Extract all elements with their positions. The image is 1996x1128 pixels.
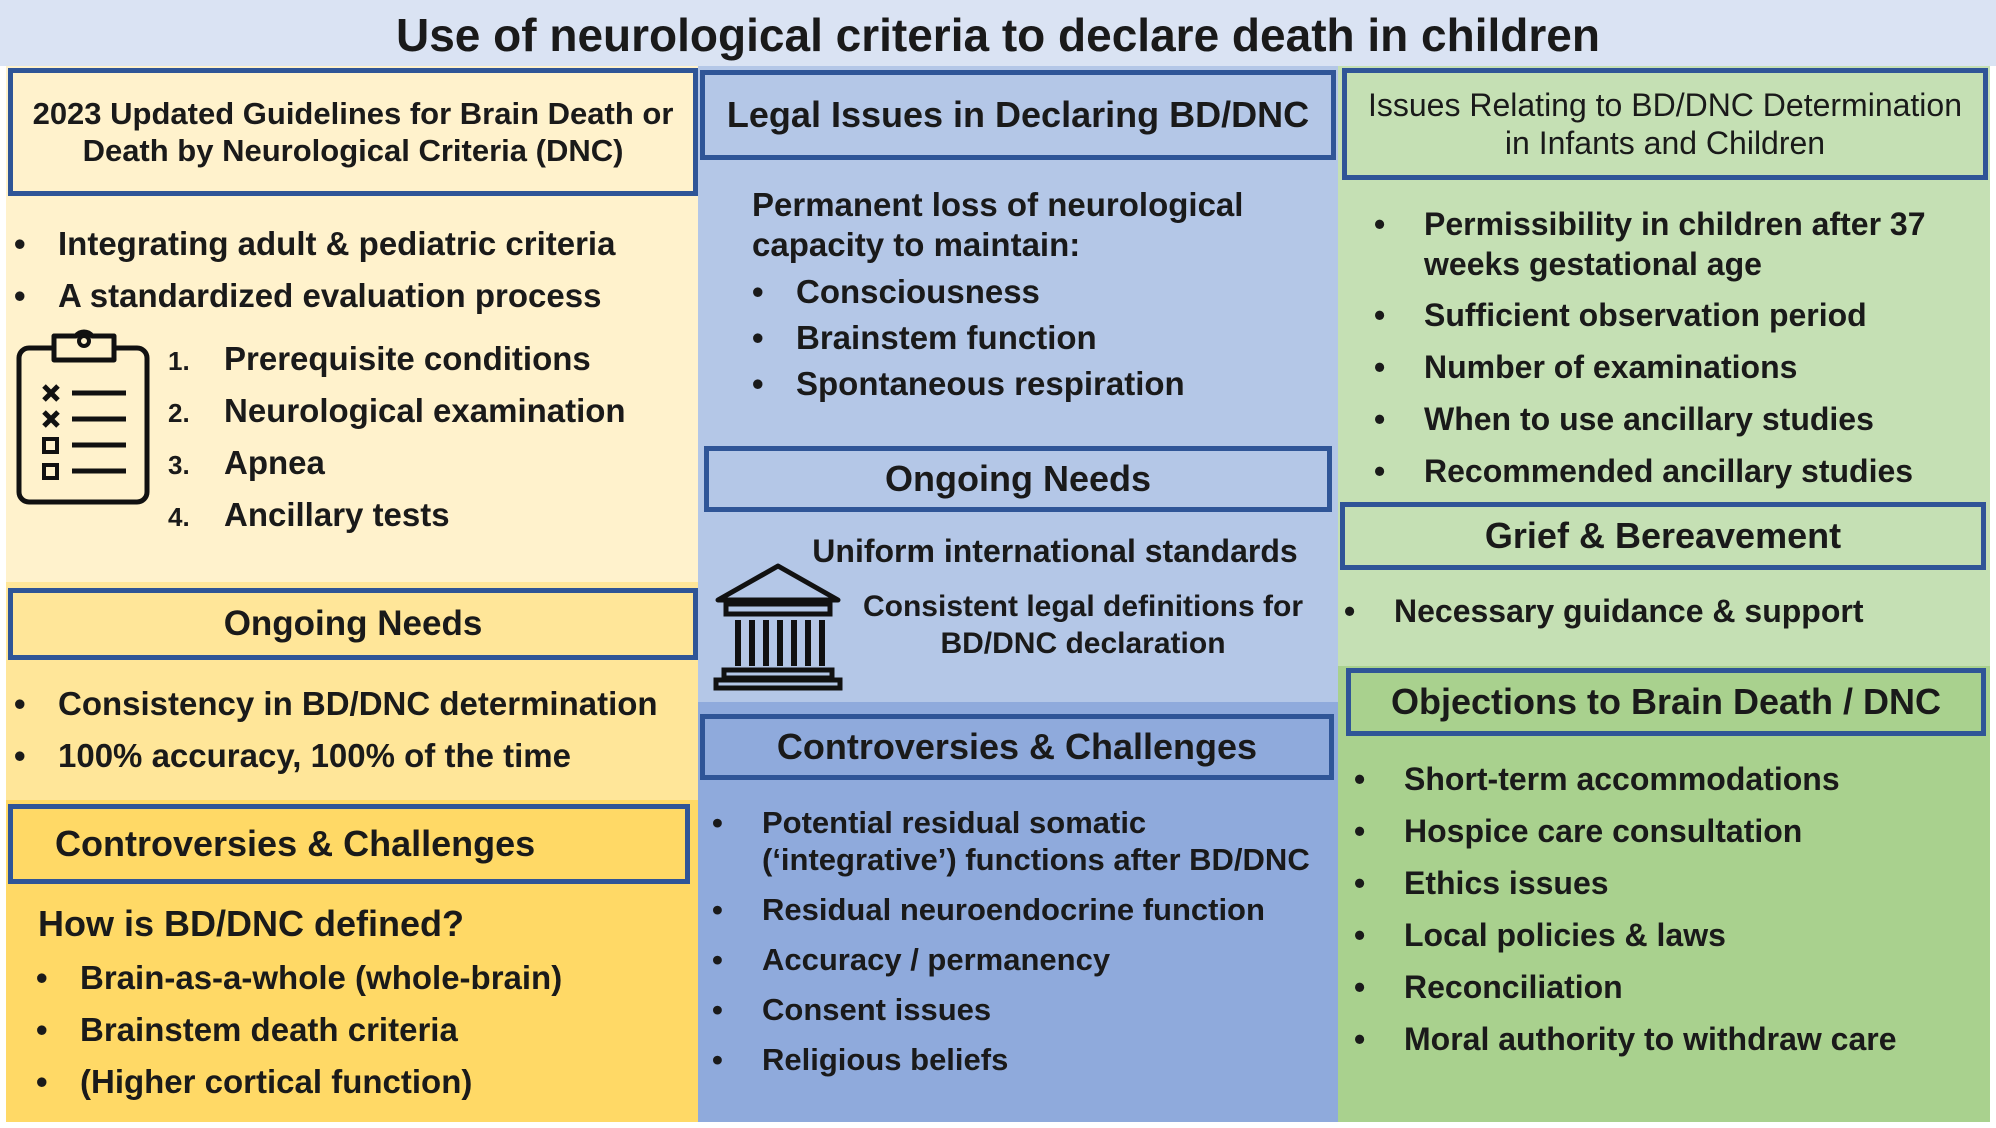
left-controversies-bullet: • Brain-as-a-whole (whole-brain) — [36, 959, 563, 996]
guidelines-bullet: • A standardized evaluation process — [14, 277, 602, 314]
left-controversies-bullet: • (Higher cortical function) — [36, 1063, 473, 1100]
objections-bullet: • Ethics issues — [1354, 865, 1609, 901]
objections-bullet: • Reconciliation — [1354, 969, 1623, 1005]
grief-heading-box — [1340, 502, 1986, 570]
legal-heading: Legal Issues in Declaring BD/DNC — [726, 94, 1310, 136]
left-needs-heading-box — [8, 588, 698, 660]
middle-controversies-heading: Controversies & Challenges — [776, 726, 1258, 768]
objections-bullet: • Hospice care consultation — [1354, 813, 1803, 849]
process-step: 1. Prerequisite conditions — [168, 340, 591, 377]
clipboard-checklist-icon — [14, 324, 152, 508]
guidelines-heading: 2023 Updated Guidelines for Brain Death or Death by Neurological Criteria (DNC) — [32, 95, 674, 168]
middle-controversies-heading-box — [700, 714, 1334, 780]
left-controversies-bullet: • Brainstem death criteria — [36, 1011, 458, 1048]
grief-heading: Grief & Bereavement — [1484, 515, 1842, 557]
middle-controversies-bullet: • Potential residual somatic (‘integrative’) functions after BD/DNC — [712, 805, 1310, 877]
objections-heading-box — [1346, 668, 1986, 736]
legal-bullet: • Spontaneous respiration — [752, 365, 1185, 402]
process-step: 3. Apnea — [168, 444, 325, 481]
objections-bullet: • Local policies & laws — [1354, 917, 1726, 953]
page-title: Use of neurological criteria to declare death in children — [396, 9, 1600, 61]
left-needs-heading: Ongoing Needs — [223, 604, 483, 643]
issues-heading: Issues Relating to BD/DNC Determination in Infants and Children — [1367, 86, 1962, 161]
middle-controversies-bullet: • Residual neuroendocrine function — [712, 892, 1265, 927]
objections-bullet: • Moral authority to withdraw care — [1354, 1021, 1897, 1057]
objections-heading: Objections to Brain Death / DNC — [1390, 681, 1942, 723]
process-step: 4. Ancillary tests — [168, 496, 450, 533]
courthouse-icon — [712, 560, 844, 692]
issues-bullet: • Recommended ancillary studies — [1374, 453, 1914, 489]
issues-bullet: • Sufficient observation period — [1374, 297, 1867, 333]
issues-heading-box — [1342, 68, 1988, 180]
left-needs-bullet: • 100% accuracy, 100% of the time — [14, 737, 571, 774]
issues-bullet: • Number of examinations — [1374, 349, 1798, 385]
legal-bullet: • Consciousness — [752, 273, 1040, 310]
middle-controversies-bullet: • Consent issues — [712, 992, 992, 1027]
objections-bullet: • Short-term accommodations — [1354, 761, 1840, 797]
left-needs-bullet: • Consistency in BD/DNC determination — [14, 685, 658, 722]
issues-bullet: • Permissibility in children after 37 weeks gestational age — [1374, 206, 1926, 282]
needs-line-legal-definitions: Consistent legal definitions for BD/DNC declaration — [862, 590, 1304, 660]
controversies-question: How is BD/DNC defined? — [38, 903, 465, 944]
legal-bullet: • Brainstem function — [752, 319, 1097, 356]
middle-controversies-bullet: • Accuracy / permanency — [712, 942, 1111, 977]
guidelines-heading-box — [8, 68, 698, 196]
legal-intro: Permanent loss of neurological capacity to maintain: — [752, 186, 1244, 263]
middle-needs-heading: Ongoing Needs — [884, 458, 1151, 500]
legal-heading-box — [700, 70, 1336, 160]
middle-needs-heading-box — [704, 446, 1332, 512]
left-controversies-heading: Controversies & Challenges — [55, 823, 536, 865]
issues-bullet: • When to use ancillary studies — [1374, 401, 1874, 437]
middle-controversies-bullet: • Religious beliefs — [712, 1042, 1009, 1077]
needs-line-standards: Uniform international standards — [812, 533, 1298, 569]
left-controversies-heading-box — [8, 804, 690, 884]
grief-bullet: • Necessary guidance & support — [1344, 593, 1864, 629]
guidelines-bullet: • Integrating adult & pediatric criteria — [14, 225, 616, 262]
process-step: 2. Neurological examination — [168, 392, 626, 429]
